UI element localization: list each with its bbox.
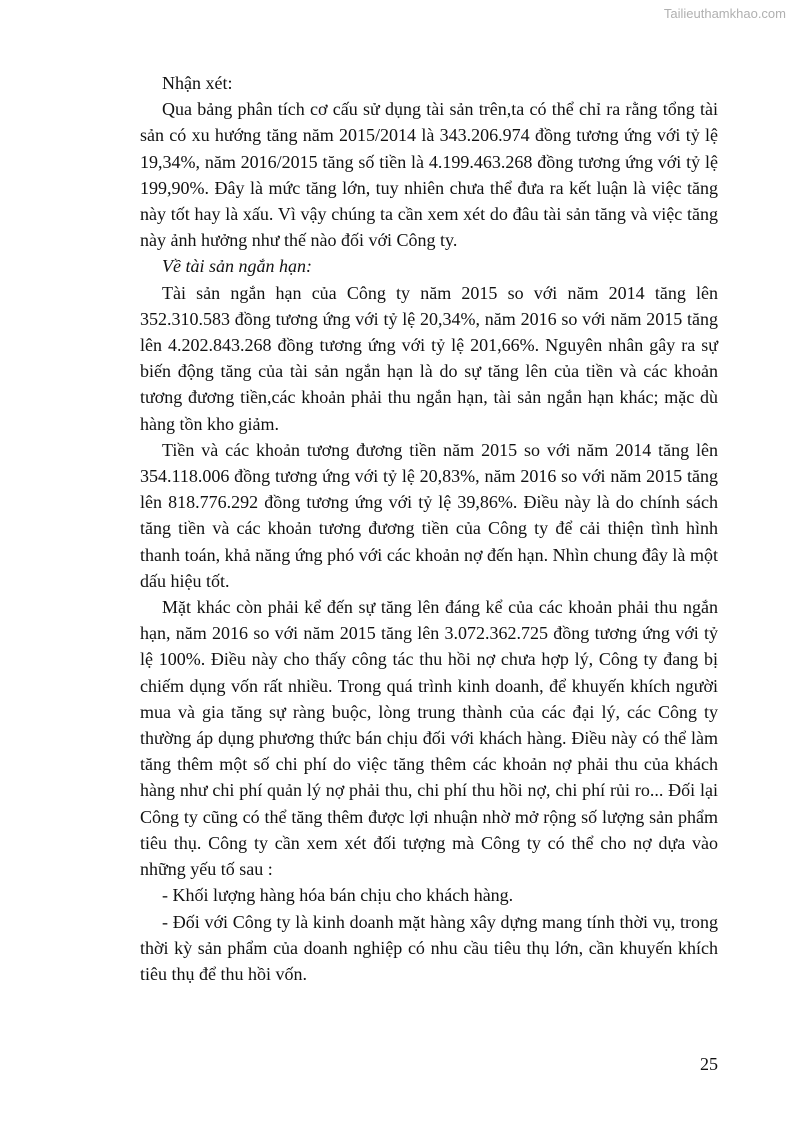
paragraph-short-term-assets: Tài sản ngắn hạn của Công ty năm 2015 so với năm 2014 tăng lên 352.310.583 đồng tương ứng với tỷ lệ 20,34%, năm 2016 so với năm 2015 tăng lên 4.202.843.268 đồng tương ứng với tỷ lệ 201,66%. Nguyên nhân gây ra sự biến động tăng của tài sản ngắn hạn là do sự tăng lên của tiền và các khoản tương đương tiền,các khoản phải thu ngắn hạn, tài sản ngắn hạn khác; mặc dù hàng tồn kho giảm. xyxy=(140,282,718,434)
document-body xyxy=(140,70,718,987)
paragraph-receivables: Mặt khác còn phải kể đến sự tăng lên đáng kể của các khoản phải thu ngắn hạn, năm 2016 so với năm 2015 tăng lên 3.072.362.725 đồng tương ứng với tỷ lệ 100%. Điều này cho thấy công tác thu hồi nợ chưa hợp lý, Công ty đang bị chiếm dụng vốn rất nhiều. Trong quá trình kinh doanh, để khuyến khích người mua và gia tăng sự ràng buộc, lòng trung thành của các đại lý, các Công ty thường áp dụng phương thức bán chịu đối với khách hàng. Điều này có thể làm tăng thêm một số chi phí do việc tăng thêm các khoản nợ phải thu của khách hàng như chi phí quản lý nợ phải thu, chi phí thu hồi nợ, chi phí rủi ro... Đối lại Công ty cũng có thể tăng thêm được lợi nhuận nhờ mở rộng số lượng sản phẩm tiêu thụ. Công ty cần xem xét đối tượng mà Công ty có thể cho nợ dựa vào những yếu tố sau : xyxy=(140,597,718,880)
paragraph-cash: Tiền và các khoản tương đương tiền năm 2015 so với năm 2014 tăng lên 354.118.006 đồng tương ứng với tỷ lệ 20,83%, năm 2016 so với năm 2015 tăng lên 818.776.292 đồng tương ứng với tỷ lệ 39,86%. Điều này là do chính sách tăng tiền và các khoản tương đương tiền của Công ty để cải thiện tình hình thanh toán, khả năng ứng phó với các khoản nợ đến hạn. Nhìn chung đây là một dấu hiệu tốt. xyxy=(140,439,718,591)
bullet-item: - Đối với Công ty là kinh doanh mặt hàng xây dựng mang tính thời vụ, trong thời kỳ sản phẩm của doanh nghiệp có nhu cầu tiêu thụ lớn, cần khuyến khích tiêu thụ để thu hồi vốn. xyxy=(140,911,718,984)
bullet-item: - Khối lượng hàng hóa bán chịu cho khách hàng. xyxy=(162,885,514,906)
page-number: 25 xyxy=(700,1054,718,1074)
watermark: Tailieuthamkhao.com xyxy=(663,6,786,21)
subheading-short-term-assets: Về tài sản ngắn hạn: xyxy=(162,256,312,277)
section-title: Nhận xét: xyxy=(162,73,233,93)
paragraph-overview: Qua bảng phân tích cơ cấu sử dụng tài sản trên,ta có thể chỉ ra rằng tổng tài sản có xu hướng tăng năm 2015/2014 là 343.206.974 đồng tương ứng với tỷ lệ 19,34%, năm 2016/2015 tăng số tiền là 4.199.463.268 đồng tương ứng với tỷ lệ 199,90%. Đây là mức tăng lớn, tuy nhiên chưa thể đưa ra kết luận là việc tăng này tốt hay là xấu. Vì vậy chúng ta cần xem xét do đâu tài sản tăng và việc tăng này ảnh hưởng như thế nào đối với Công ty. xyxy=(140,99,718,251)
